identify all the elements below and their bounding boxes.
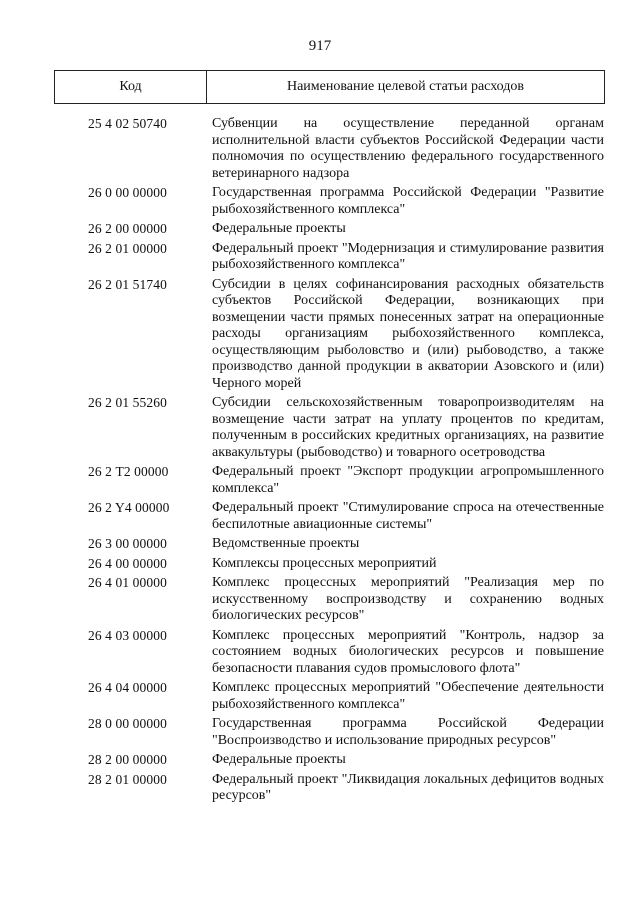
item-code: 25 4 02 50740 [88, 116, 167, 131]
budget-items-list [0, 116, 640, 808]
item-code: 26 2 01 51740 [88, 276, 167, 292]
list-item [0, 772, 640, 805]
item-name: Федеральные проекты [212, 221, 346, 236]
item-name: Ведомственные проекты [212, 536, 360, 551]
list-item [0, 221, 640, 238]
item-name: Государственная программа Российской Федерации "Развитие рыбохозяйственного комплекса" [212, 185, 604, 217]
item-code: 26 4 01 00000 [88, 575, 167, 590]
item-name: Федеральные проекты [212, 752, 346, 767]
item-code: 26 4 03 00000 [88, 627, 167, 643]
list-item [0, 185, 640, 218]
name-column-header: Наименование целевой статьи расходов [286, 79, 525, 94]
item-name: Федеральный проект "Стимулирование спроса на отечественные беспилотные авиационные системы" [212, 500, 604, 532]
item-name: Федеральный проект "Ликвидация локальных дефицитов водных ресурсов" [212, 771, 604, 803]
item-name: Федеральный проект "Экспорт продукции агропромышленного комплекса" [212, 464, 604, 496]
item-name: Субсидии сельскохозяйственным товаропроизводителям на возмещение части затрат на уплату процентов по кредитам, полученным в российских кредитных организациях, на развитие аквакультуры (рыбоводство) и товарного осетроводства [212, 395, 604, 460]
list-item [0, 716, 640, 749]
code-column-header: Код [55, 71, 207, 103]
item-code: 26 4 00 00000 [88, 555, 167, 571]
item-name: Комплекс процессных мероприятий "Обеспечение деятельности рыбохозяйственного комплекса" [212, 680, 604, 712]
item-name: Комплекс процессных мероприятий "Реализация мер по искусственному воспроизводству и сохранению водных биологических ресурсов" [212, 575, 604, 623]
item-name: Федеральный проект "Модернизация и стимулирование развития рыбохозяйственного комплекса" [212, 240, 604, 272]
list-item [0, 752, 640, 769]
item-code: 26 2 Y4 00000 [88, 500, 170, 515]
item-name: Субвенции на осуществление переданной органам исполнительной власти субъектов Российской Федерации части полномочия по осуществлению федерального государственного ветеринарного надзора [212, 116, 604, 181]
item-code: 28 2 01 00000 [88, 771, 167, 787]
item-code: 26 0 00 00000 [88, 185, 167, 200]
item-name: Субсидии в целях софинансирования расходных обязательств субъектов Российской Федерации, возникающих при возмещении части прямых понесенных затрат на операционные расходы организациям рыбохозяйственного комплекса, осуществляющим рыболовство и (или) рыбоводство, а также производство данной продукции в акватории Азовского и (или) Черного морей [212, 276, 604, 391]
item-name: Комплексы процессных мероприятий [212, 555, 437, 571]
item-name: Комплекс процессных мероприятий "Контроль, надзор за состоянием водных биологических ресурсов и повышение безопасности плавания судов промыслового флота" [212, 627, 604, 676]
list-item [0, 116, 640, 182]
list-item [0, 241, 640, 274]
item-code: 26 2 00 00000 [88, 221, 167, 236]
item-code: 26 2 Т2 00000 [88, 464, 169, 479]
list-item [0, 500, 640, 533]
item-code: 26 2 01 00000 [88, 240, 167, 256]
list-item [0, 277, 640, 393]
list-item [0, 680, 640, 713]
list-item [0, 556, 640, 573]
item-code: 28 0 00 00000 [88, 716, 167, 731]
item-code: 28 2 00 00000 [88, 752, 167, 767]
item-code: 26 2 01 55260 [88, 395, 167, 410]
page-number: 917 [308, 38, 332, 54]
list-item [0, 575, 640, 625]
item-code: 26 3 00 00000 [88, 536, 167, 551]
item-code: 26 4 04 00000 [88, 680, 167, 695]
list-item [0, 464, 640, 497]
item-name: Государственная программа Российской Федерации "Воспроизводство и использование природных ресурсов" [212, 716, 604, 748]
list-item [0, 395, 640, 461]
list-item [0, 536, 640, 553]
list-item [0, 628, 640, 678]
table-header [54, 70, 605, 104]
